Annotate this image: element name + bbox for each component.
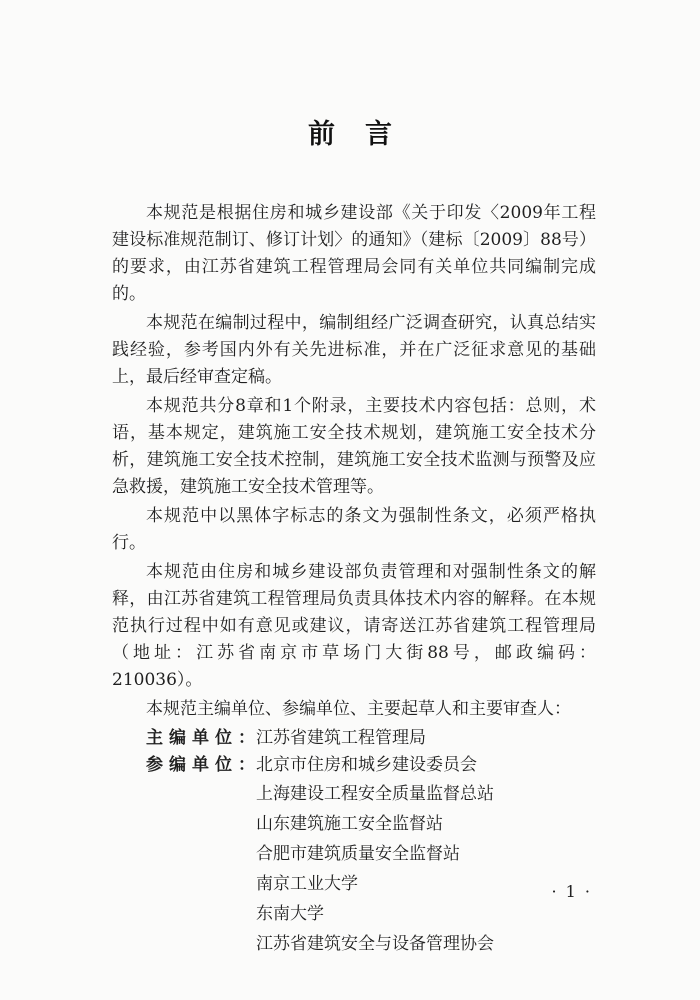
- preface-paragraph-1: 本规范是根据住房和城乡建设部《关于印发〈2009年工程建设标准规范制订、修订计划〉的通知》（建标〔2009〕88号）的要求，由江苏省建筑工程管理局会同有关单位共同编制完成的。: [112, 203, 596, 304]
- participating-units-list: [112, 779, 596, 959]
- preface-paragraph-3: 本规范共分8章和1个附录，主要技术内容包括：总则，术语，基本规定，建筑施工安全技术规划，建筑施工安全技术分析，建筑施工安全技术控制，建筑施工安全技术监测与预警及应急救援，建筑施工安全技术管理等。: [112, 396, 596, 497]
- chief-editor-row: [112, 725, 596, 752]
- participating-unit: 南京工业大学: [256, 874, 358, 894]
- page-number: · 1 ·: [551, 882, 592, 901]
- participating-unit: 江苏省建筑安全与设备管理协会: [256, 934, 494, 954]
- participating-units-row: [112, 752, 596, 779]
- participating-unit: 东南大学: [256, 904, 324, 924]
- participating-unit: 山东建筑施工安全监督站: [256, 814, 443, 834]
- preface-paragraph-5: 本规范由住房和城乡建设部负责管理和对强制性条文的解释，由江苏省建筑工程管理局负责具体技术内容的解释。在本规范执行过程中如有意见或建议，请寄送江苏省建筑工程管理局（地址：江苏省南京市草场门大街88号，邮政编码：210036）。: [112, 562, 596, 690]
- participating-unit: 合肥市建筑质量安全监督站: [256, 844, 460, 864]
- participating-unit: 上海建设工程安全质量监督总站: [256, 784, 494, 804]
- preface-body: [112, 200, 596, 959]
- preface-paragraph-2: 本规范在编制过程中，编制组经广泛调查研究，认真总结实践经验，参考国内外有关先进标准，并在广泛征求意见的基础上，最后经审查定稿。: [112, 313, 596, 387]
- chief-editor-label: 主编单位：: [146, 728, 261, 748]
- participating-units-label: 参编单位：: [146, 755, 261, 775]
- preface-paragraph-6: 本规范主编单位、参编单位、主要起草人和主要审查人：: [146, 699, 571, 719]
- participating-unit-first: 北京市住房和城乡建设委员会: [256, 755, 477, 775]
- page-title: 前言: [308, 119, 422, 150]
- preface-paragraph-4: 本规范中以黑体字标志的条文为强制性条文，必须严格执行。: [112, 506, 596, 553]
- chief-editor-value: 江苏省建筑工程管理局: [256, 728, 426, 748]
